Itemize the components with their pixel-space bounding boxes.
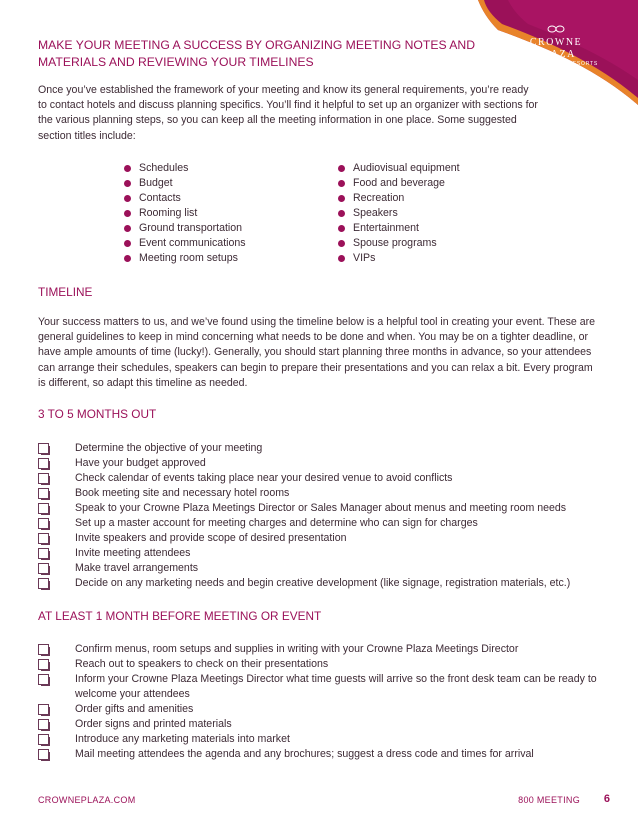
checklist-item xyxy=(38,501,630,516)
list-item: Entertainment xyxy=(338,221,460,236)
checklist-item-label: Inform your Crowne Plaza Meetings Director what time guests will arrive so the front desk team can be ready to welcome your attendees xyxy=(75,673,597,700)
timeline-paragraph: Your success matters to us, and we’ve found using the timeline below is a helpful tool in creating your event. These are general guidelines to keep in mind concerning what needs to be done and when. You may be on a tighter deadline, or have ample amounts of time (lucky!). Generally, you should start planning three months in advance, so your attendees can arrange their schedules, speakers can begin to prepare their presentations and you can relax a bit. Every program is different, so adapt this timeline as needed. xyxy=(38,316,596,389)
list-item: Spouse programs xyxy=(338,236,460,251)
list-item: Schedules xyxy=(124,161,246,176)
crowne-plaza-logo xyxy=(514,24,598,67)
checkbox[interactable] xyxy=(38,503,49,514)
list-item: Audiovisual equipment xyxy=(338,161,460,176)
checkbox[interactable] xyxy=(38,719,49,730)
checkbox[interactable] xyxy=(38,644,49,655)
list-item: Budget xyxy=(124,176,246,191)
logo-brand-sub: HOTELS & RESORTS xyxy=(535,61,598,67)
checkbox[interactable] xyxy=(38,749,49,760)
one-month-checklist xyxy=(38,642,630,762)
list-item: VIPs xyxy=(338,251,460,266)
checklist-item xyxy=(38,531,630,546)
checklist-item xyxy=(38,702,630,717)
months-out-heading: 3 TO 5 MONTHS OUT xyxy=(38,407,157,421)
list-item: Event communications xyxy=(124,236,246,251)
checklist-item xyxy=(38,456,630,471)
list-item: Rooming list xyxy=(124,206,246,221)
checklist-item-label: Invite speakers and provide scope of desired presentation xyxy=(75,532,347,544)
checklist-item-label: Decide on any marketing needs and begin creative development (like signage, registration materials, etc.) xyxy=(75,577,571,589)
footer-website-link[interactable]: CROWNEPLAZA.COM xyxy=(38,795,136,805)
checklist-item-label: Check calendar of events taking place near your desired venue to avoid conflicts xyxy=(75,472,453,484)
checklist-item xyxy=(38,657,630,672)
logo-brand-name: CROWNE PLAZA xyxy=(529,37,583,60)
checklist-item xyxy=(38,642,630,657)
checklist-item xyxy=(38,561,630,576)
checkbox[interactable] xyxy=(38,473,49,484)
checklist-item xyxy=(38,486,630,501)
checkbox[interactable] xyxy=(38,458,49,469)
list-item: Speakers xyxy=(338,206,460,221)
checklist-item-label: Reach out to speakers to check on their presentations xyxy=(75,658,329,670)
checkbox[interactable] xyxy=(38,578,49,589)
checkbox[interactable] xyxy=(38,659,49,670)
checklist-item xyxy=(38,672,630,702)
intro-paragraph: Once you’ve established the framework of your meeting and know its general requirements, you’re ready to contact hotels and discuss planning specifics. You’ll find it helpful to set up an organizer with sections for the various planning steps, so you can keep all the meeting information in one place. Some suggested section titles include: xyxy=(38,84,538,142)
checklist-item xyxy=(38,576,630,591)
page-number: 6 xyxy=(603,793,610,805)
checklist-item xyxy=(38,732,630,747)
checklist-item xyxy=(38,717,630,732)
checklist-item xyxy=(38,471,630,486)
checkbox[interactable] xyxy=(38,548,49,559)
checkbox[interactable] xyxy=(38,704,49,715)
checklist-item-label: Order signs and printed materials xyxy=(75,718,232,730)
checkbox[interactable] xyxy=(38,533,49,544)
section-titles-right xyxy=(338,161,460,266)
months-out-checklist xyxy=(38,441,630,591)
checkbox[interactable] xyxy=(38,674,49,685)
checkbox[interactable] xyxy=(38,443,49,454)
checklist-item-label: Confirm menus, room setups and supplies in writing with your Crowne Plaza Meetings Director xyxy=(75,643,519,655)
checklist-item-label: Introduce any marketing materials into market xyxy=(75,733,290,745)
checklist-item xyxy=(38,546,630,561)
timeline-heading: TIMELINE xyxy=(38,285,93,299)
checklist-item-label: Speak to your Crowne Plaza Meetings Director or Sales Manager about menus and meeting room needs xyxy=(75,502,567,514)
checklist-item xyxy=(38,441,630,456)
list-item: Ground transportation xyxy=(124,221,246,236)
checklist-item-label: Book meeting site and necessary hotel rooms xyxy=(75,487,290,499)
list-item: Recreation xyxy=(338,191,460,206)
checklist-item-label: Determine the objective of your meeting xyxy=(75,442,263,454)
checklist-item-label: Make travel arrangements xyxy=(75,562,199,574)
checklist-item-label: Have your budget approved xyxy=(75,457,206,469)
checkbox[interactable] xyxy=(38,518,49,529)
checkbox[interactable] xyxy=(38,488,49,499)
list-item: Meeting room setups xyxy=(124,251,246,266)
checklist-item-label: Invite meeting attendees xyxy=(75,547,191,559)
crown-icon xyxy=(514,24,598,37)
checklist-item-label: Set up a master account for meeting charges and determine who can sign for charges xyxy=(75,517,478,529)
checklist-item-label: Mail meeting attendees the agenda and any brochures; suggest a dress code and times for arrival xyxy=(75,748,534,760)
checklist-item-label: Order gifts and amenities xyxy=(75,703,194,715)
checkbox[interactable] xyxy=(38,734,49,745)
section-titles-left xyxy=(124,161,246,266)
checkbox[interactable] xyxy=(38,563,49,574)
page-title: MAKE YOUR MEETING A SUCCESS BY ORGANIZING MEETING NOTES AND MATERIALS AND REVIEWING YOUR TIMELINES xyxy=(38,38,476,69)
one-month-heading: AT LEAST 1 MONTH BEFORE MEETING OR EVENT xyxy=(38,609,322,623)
list-item: Food and beverage xyxy=(338,176,460,191)
list-item: Contacts xyxy=(124,191,246,206)
footer-phone: 800 MEETING xyxy=(518,795,580,805)
checklist-item xyxy=(38,516,630,531)
checklist-item xyxy=(38,747,630,762)
